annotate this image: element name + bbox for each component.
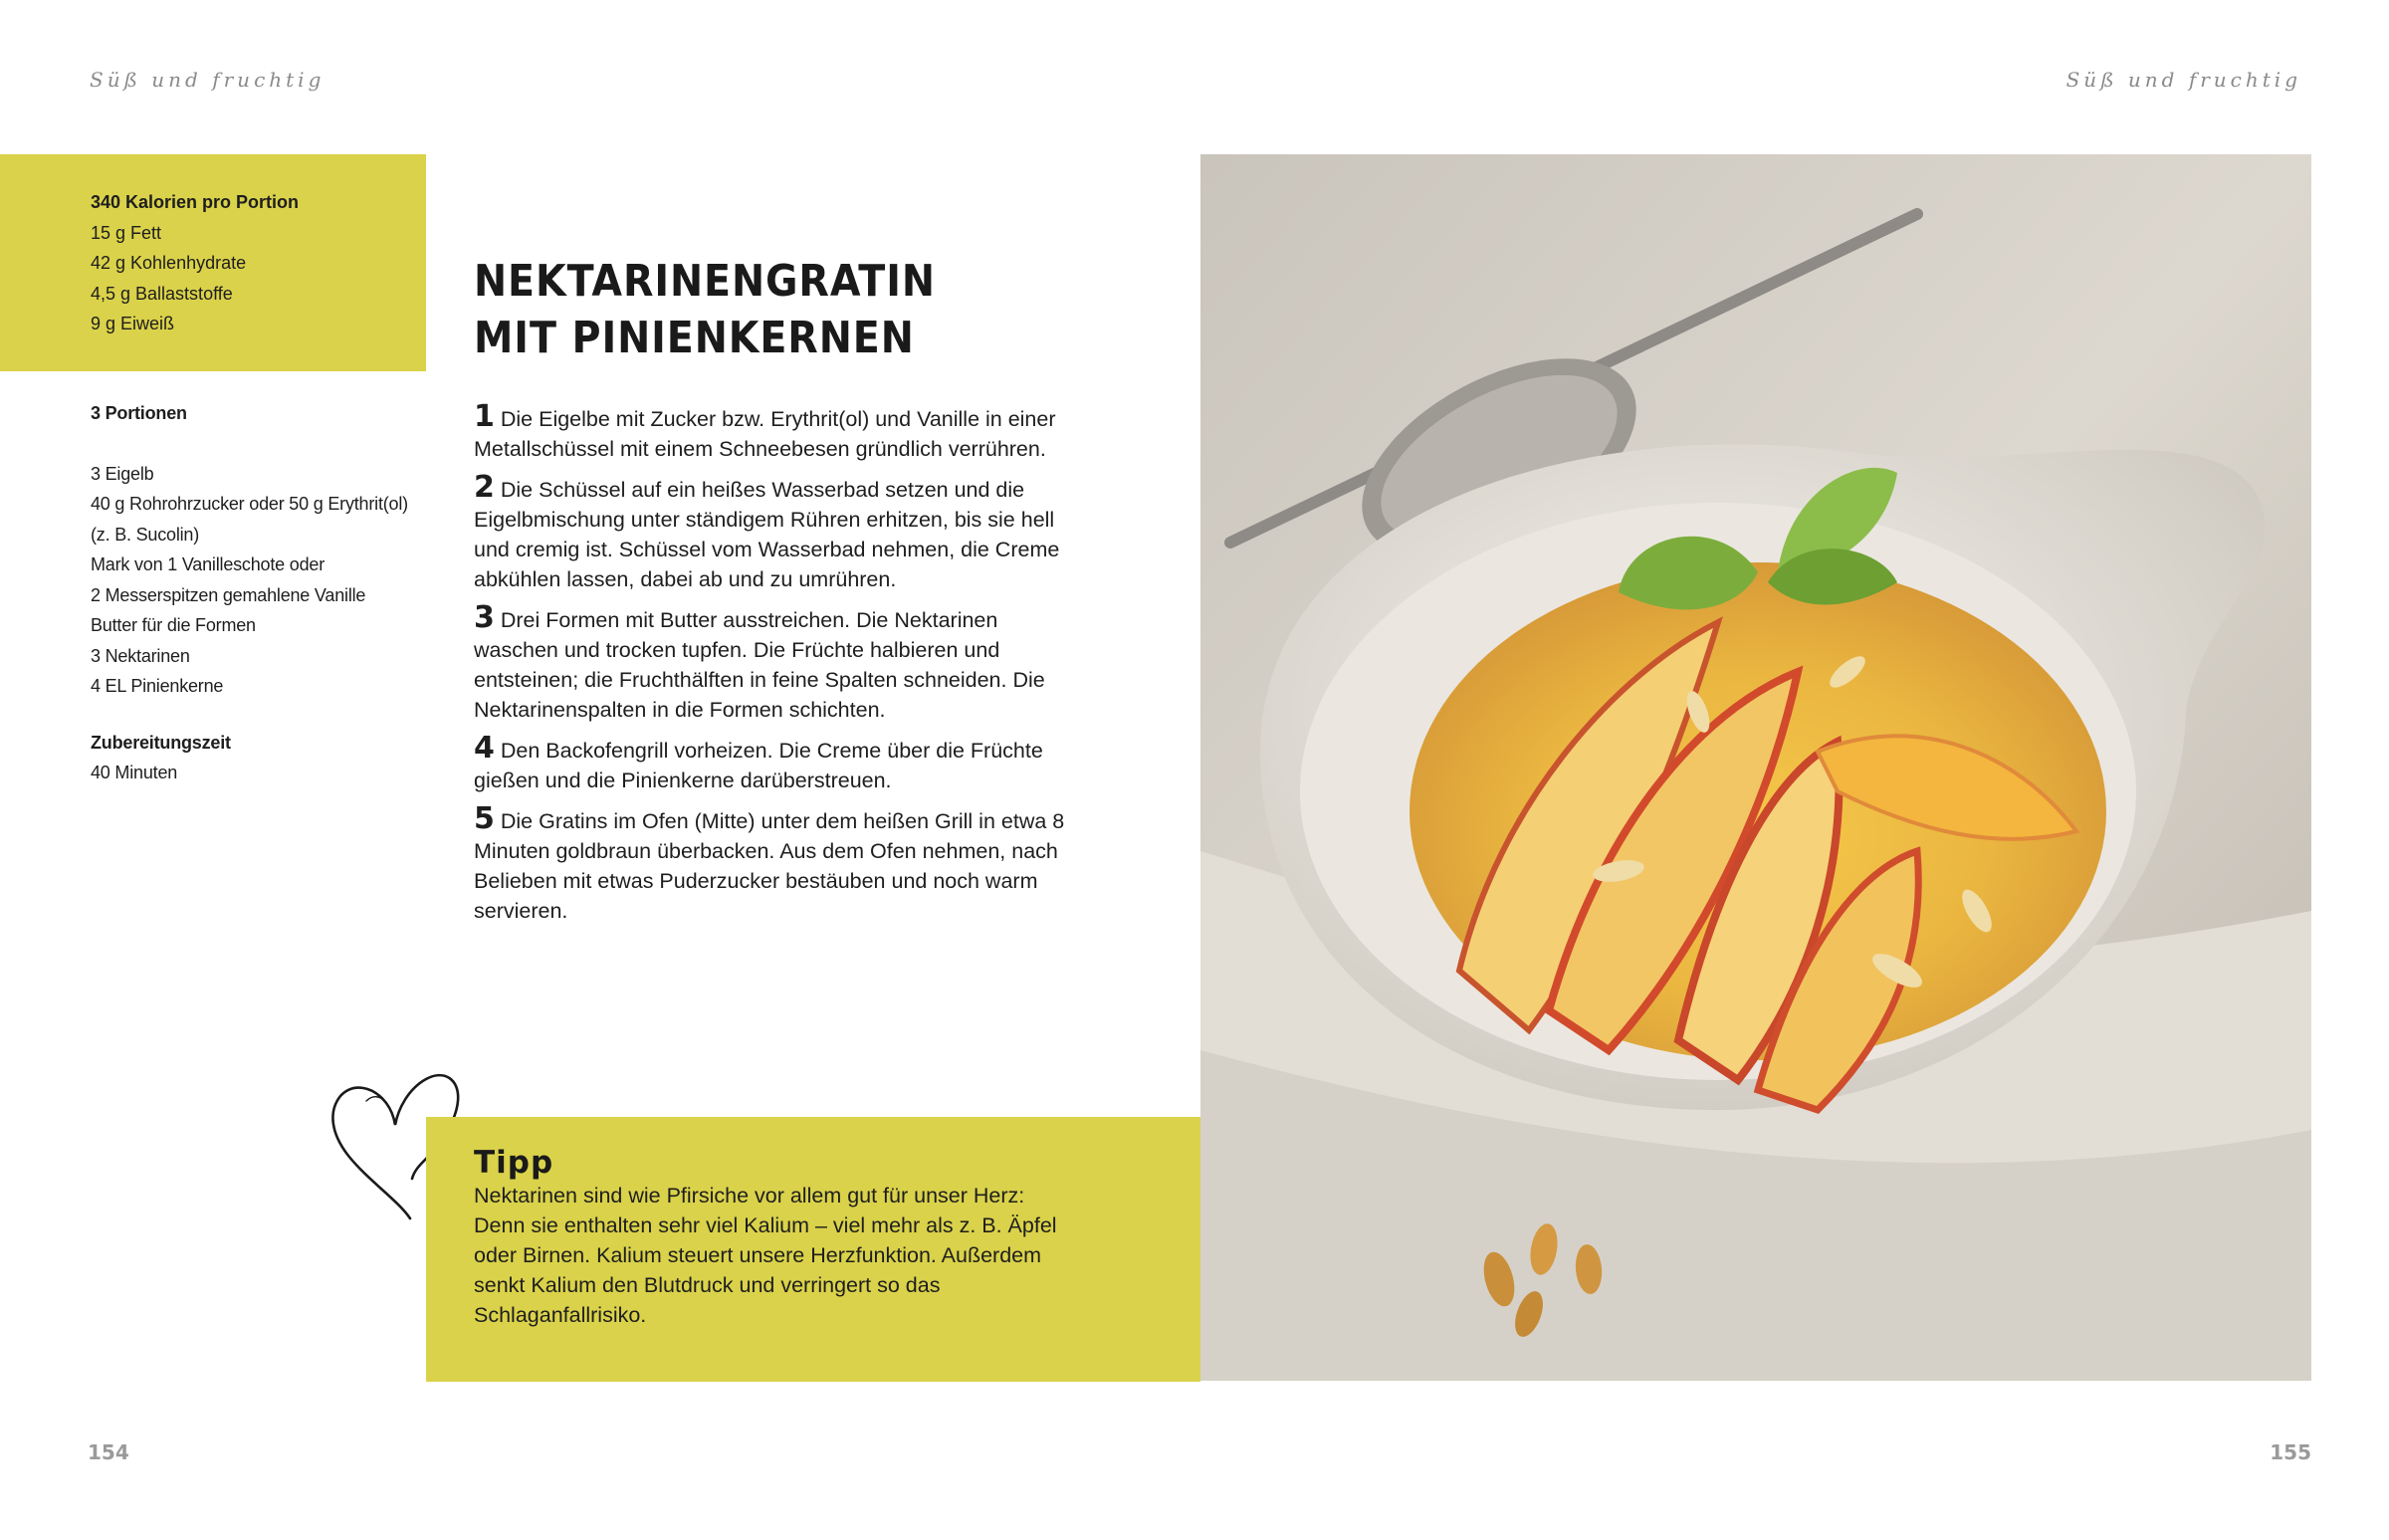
nutrition-item: 4,5 g Ballaststoffe bbox=[91, 283, 233, 304]
recipe-photo bbox=[1200, 154, 2311, 1381]
step-5 bbox=[474, 801, 1071, 926]
ingredient-item: 2 Messerspitzen gemahlene Vanille bbox=[91, 584, 366, 605]
step-number: 2 bbox=[474, 470, 495, 505]
step-number: 4 bbox=[474, 731, 495, 766]
step-1 bbox=[474, 399, 1071, 464]
running-head-right: Süß und fruchtig bbox=[2065, 68, 2301, 92]
ingredient-item: Mark von 1 Vanilleschote oder bbox=[91, 554, 325, 574]
ingredient-item: 3 Nektarinen bbox=[91, 645, 190, 666]
ingredient-item: 3 Eigelb bbox=[91, 463, 154, 484]
step-2 bbox=[474, 470, 1071, 594]
recipe-title-line: NEKTARINENGRATIN bbox=[474, 256, 936, 307]
page-number-left: 154 bbox=[88, 1440, 129, 1464]
page-number-right: 155 bbox=[2270, 1440, 2311, 1464]
recipe-title bbox=[474, 253, 976, 366]
calories-heading: 340 Kalorien pro Portion bbox=[91, 192, 300, 212]
step-number: 3 bbox=[474, 600, 495, 635]
step-3 bbox=[474, 600, 1071, 725]
running-head-left: Süß und fruchtig bbox=[90, 68, 326, 92]
step-text: Die Schüssel auf ein heißes Wasserbad setzen und die Eigelbmischung unter ständigem Rühren erhitzen, bis sie hell und cremig ist. Schüssel vom Wasserbad nehmen, die Creme abkühlen lassen, dabei ab und zu umrühren. bbox=[474, 478, 1060, 591]
step-number: 1 bbox=[474, 399, 495, 434]
step-number: 5 bbox=[474, 801, 495, 836]
step-4 bbox=[474, 731, 1071, 795]
portions-heading: 3 Portionen bbox=[91, 403, 187, 423]
step-text: Die Eigelbe mit Zucker bzw. Erythrit(ol) und Vanille in einer Metallschüssel mit einem Schneebesen gründlich verrühren. bbox=[474, 407, 1056, 461]
tip-title: Tipp bbox=[474, 1145, 554, 1181]
ingredient-item: 40 g Rohrohrzucker oder 50 g Erythrit(ol) bbox=[91, 494, 408, 514]
ingredient-item: 4 EL Pinienkerne bbox=[91, 676, 224, 696]
step-text: Den Backofengrill vorheizen. Die Creme über die Früchte gießen und die Pinienkerne darüberstreuen. bbox=[474, 739, 1043, 792]
tip-box bbox=[426, 1117, 1200, 1382]
instruction-steps bbox=[474, 399, 1071, 935]
ingredient-item: (z. B. Sucolin) bbox=[91, 524, 200, 545]
prep-time-value: 40 Minuten bbox=[91, 763, 178, 782]
nutrition-item: 42 g Kohlenhydrate bbox=[91, 253, 247, 273]
recipe-title-line: MIT PINIENKERNEN bbox=[474, 313, 915, 363]
nutrition-item: 9 g Eiweiß bbox=[91, 314, 175, 333]
nutrition-box bbox=[0, 154, 426, 371]
tip-text: Nektarinen sind wie Pfirsiche vor allem gut für unser Herz: Denn sie enthalten sehr viel Kalium – viel mehr als z. B. Äpfel oder Birnen. Kalium steuert unsere Herzfunktion. Außerdem senkt Kalium den Blutdruck und verringert so das Schlaganfallrisiko. bbox=[474, 1184, 1057, 1327]
nutrition-item: 15 g Fett bbox=[91, 222, 162, 243]
step-text: Die Gratins im Ofen (Mitte) unter dem heißen Grill in etwa 8 Minuten goldbraun überbacken. Aus dem Ofen nehmen, nach Belieben mit etwas Puderzucker bestäuben und noch warm servieren. bbox=[474, 809, 1065, 923]
step-text: Drei Formen mit Butter ausstreichen. Die Nektarinen waschen und trocken tupfen. Die Früchte halbieren und entsteinen; die Fruchthälften in feine Spalten schneiden. Die Nektarinenspalten in die Formen schichten. bbox=[474, 608, 1045, 722]
ingredient-item: Butter für die Formen bbox=[91, 615, 256, 635]
ingredients-sidebar bbox=[91, 398, 419, 788]
prep-time-heading: Zubereitungszeit bbox=[91, 732, 231, 753]
